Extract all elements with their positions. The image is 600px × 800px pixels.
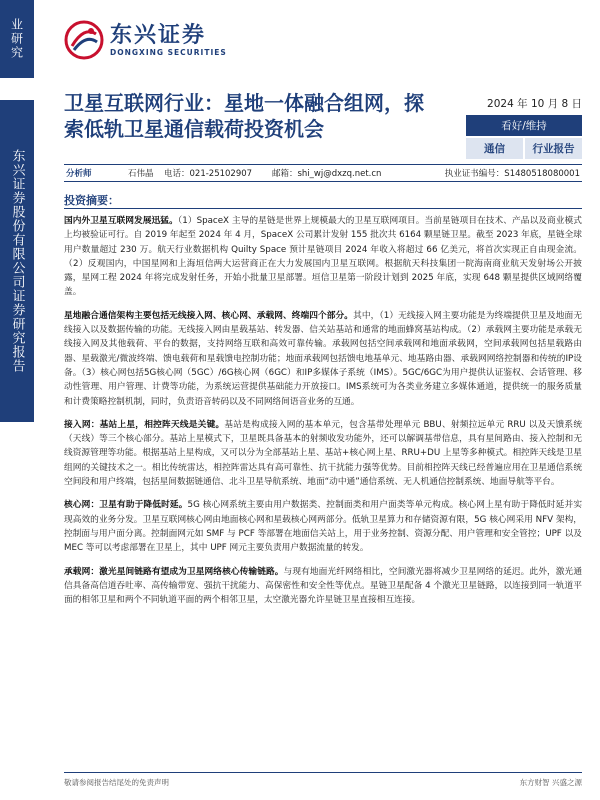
rating-badge: 看好/维持: [466, 115, 582, 136]
report-title: 卫星互联网行业：星地一体融合组网，探索低轨卫星通信载荷投资机会: [64, 91, 424, 141]
analyst-label: 分析师: [66, 169, 92, 179]
analyst-bar: [64, 164, 582, 182]
summary-heading: 投资摘要：: [64, 194, 119, 207]
report-meta: [466, 96, 582, 159]
analyst-phone: 电话：021-25102907: [164, 169, 253, 179]
paragraph: [64, 214, 582, 300]
report-type-badge: 行业报告: [525, 138, 582, 159]
brand-logo: [64, 20, 227, 60]
paragraph-lead: 国内外卫星互联网发展迅猛。: [64, 216, 178, 226]
summary-divider: [64, 208, 582, 209]
dongxing-logo-icon: [64, 20, 104, 60]
paragraph-text: 与现有地面光纤网络相比，空间激光器将减少卫星网络的延迟。此外，激光通信具备高信道吞吐率、高传输带宽、强抗干扰能力、高保密性和安全性等优点。星链卫星配备 4 个激光卫星链路，以连接到同一轨道平面的相邻卫星和两个不同轨道平面的两个相邻卫星，太空激光器允许星链卫星直接相互连接。: [64, 566, 582, 606]
analyst-cert: 执业证书编号：S1480518080001: [444, 169, 580, 179]
paragraph-text: （1）SpaceX 主导的星链是世界上规模最大的卫星互联网项目。当前星链项目在技术、产品以及商业模式上均被验证可行。自 2019 年起至 2024 年 4 月，SpaceX 公司累计发射 155 批次共 6164 颗星链卫星。截至 2023 年底，星链全球用户数量超过 230 万。航天行业数据机构 Quilty Space 预计星链项目 2024 年收入将超过 66 亿美元，将首次实现正自由现金流。（2）反观国内，中国星网和上海垣信两大运营商正在大力发展国内卫星互联网。根据航天科技集团一院海南商业航天发射场公开披露，星网工程 2024 年将完成发射任务，开始小批量卫星部署。垣信卫星第一阶段计划到 2025 年底，实现 648 颗星提供区域网络覆盖。: [64, 216, 582, 298]
brand-name-cn: 东兴证券: [110, 22, 207, 48]
paragraph-text: 5G 核心网系统主要由用户数据类、控制面类和用户面类等单元构成。核心网上星有助于降低时延并实现高效的业务分发。卫星互联网核心网由地面核心网和星载核心网两部分。低轨卫星算力和存储资源有限，5G 核心网采用 NFV 架构，控制面与用户面分离。控制面网元如 SMF 与 PCF 等部署在地面信关站上，用于业务控制、资源分配、用户管理和安全管控；UPF 以及 MEC 等可以考虑部署在卫星上，其中 UPF 网元主要负责用户数据流量的转发。: [64, 500, 583, 554]
sidebar-company-label: 东兴证券股份有限公司证券研究报告: [0, 100, 34, 422]
paragraph: [64, 309, 582, 409]
paragraph-lead: 承载网：激光星间链路有望成为卫星网络核心传输链路。: [64, 566, 284, 577]
paragraph-text: 基站是构成接入网的基本单元，包含基带处理单元 BBU、射频拉远单元 RRU 以及天馈系统（天线）等三个核心部分。基站上星模式下，卫星既具备基本的射频收发功能外，还可以解调基带信息，具有星间路由、接入控制和无线资源管理等功能。根据基站上星构成，又可以分为全部基站上星、基站+核心网上星、RRU+DU 上星等多种模式。相控阵天线是卫星组网的关键技术之一。相比传统雷达，相控阵雷达具有高可靠性、抗干扰能力强等优势。目前相控阵天线已经普遍应用在卫星通信系统空间段和用户终端，包括星间数据链通信、北斗卫星导航系统、地面“动中通”通信系统、无人机通信控制系统、地面导航等平台。: [64, 419, 583, 488]
paragraph-lead: 星地融合通信架构主要包括无线接入网、核心网、承载网、终端四个部分。: [64, 310, 354, 321]
footer-slogan: 东方财智 兴盛之源: [519, 778, 582, 787]
paragraph: [64, 498, 582, 555]
sector-badge: 通信: [466, 138, 523, 159]
paragraph-text: 其中，（1）无线接入网主要功能是为终端提供卫星及地面无线接入以及数据传输的功能。无线接入网由星载基站、转发器、信关站基站和通常的地面蜂窝基站构成。（2）承载网主要功能是承载无线接入网及其他载荷、平台的数据，支持网络互联和高效可靠传输。承载网包括空间承载网和地面承载网，空间承载网包括星载路由器、星载激光/微波终端、馈电载荷和星载馈电控制功能；地面承载网包括馈电地基单元、地基路由器、承载网网络控制器和传统的IP设备。（3）核心网包括5G核心网（5GC）/6G核心网（6GC）和IP多媒体子系统（IMS）。5GC/6GC为用户提供认证鉴权、会话管理、移动性管理、用户管理、计费等功能，为系统运营提供基础能力开放接口。IMS系统可为各类业务建立多媒体通道，提供统一的服务质量和计费策略控制机制，同时，负责语音转码以及不同网络间语音业务的互通。: [64, 310, 583, 407]
analyst-name: 石伟晶: [128, 169, 154, 179]
paragraph-lead: 接入网：基站上星，相控阵天线是关键。: [64, 419, 225, 430]
paragraph-lead: 核心网：卫星有助于降低时延。: [64, 500, 188, 511]
footer-disclaimer: 敬请参阅报告结尾处的免责声明: [64, 778, 169, 787]
brand-name-en: DONGXING SECURITIES: [110, 47, 227, 57]
paragraph: [64, 565, 582, 608]
page-footer: [64, 772, 582, 788]
paragraph: [64, 418, 582, 489]
summary-body: [64, 214, 582, 616]
report-date: 2024 年 10 月 8 日: [487, 98, 582, 110]
analyst-email[interactable]: 邮箱：shi_wj@dxzq.net.cn: [272, 169, 382, 179]
sidebar-category-label: 业研究: [0, 0, 34, 78]
